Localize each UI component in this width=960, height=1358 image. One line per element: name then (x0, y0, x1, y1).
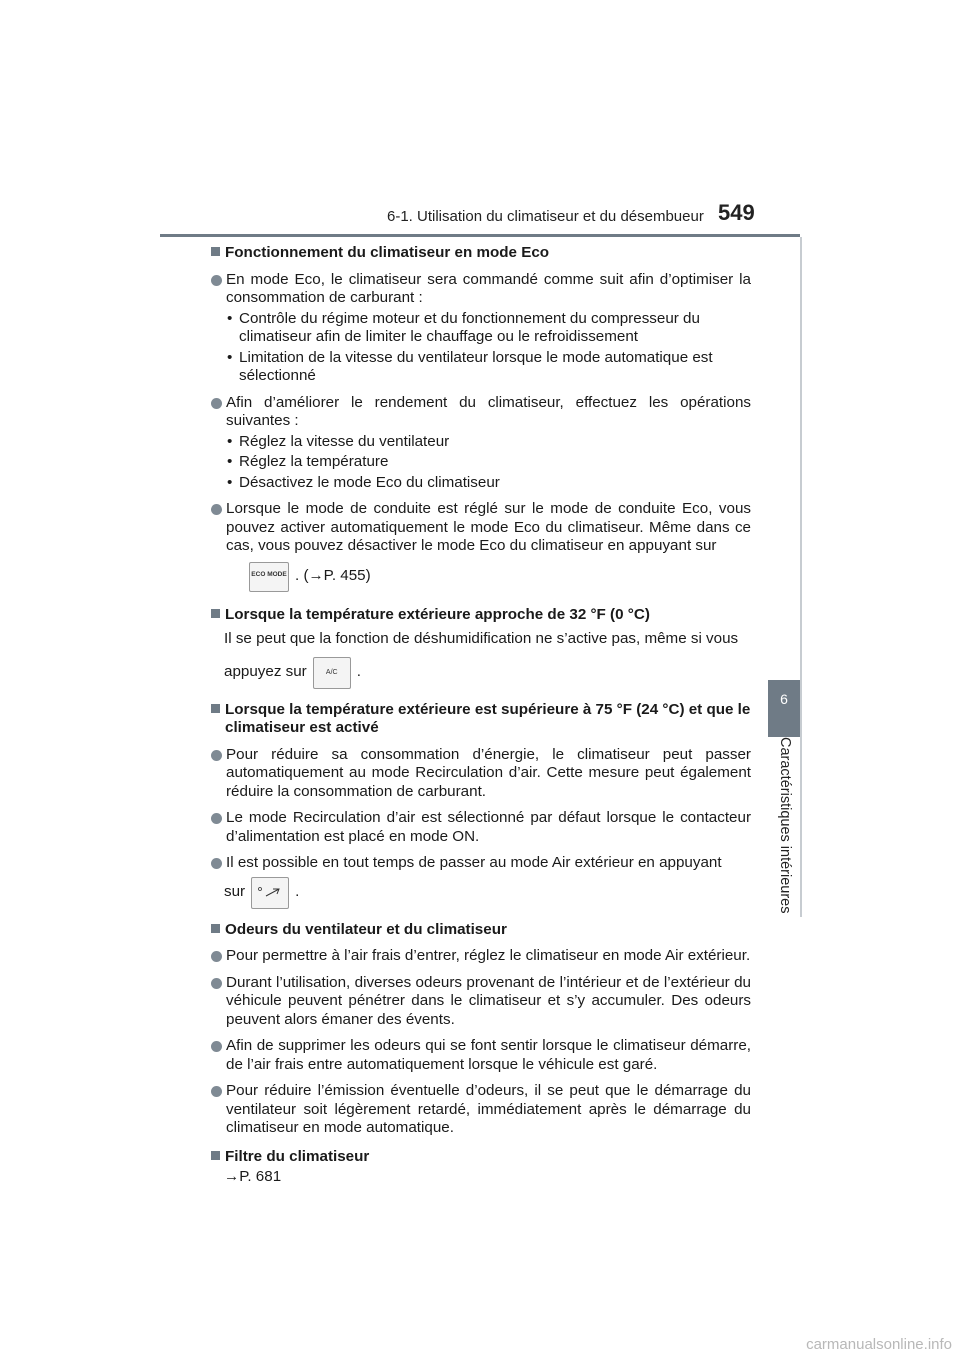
square-bullet-icon (211, 924, 220, 933)
section-title: Lorsque la température extérieure est supérieure à 75 °F (24 °C) et que le climatiseur est activé (225, 700, 751, 736)
paragraph: Il se peut que la fonction de déshumidification ne s’active pas, même si vous (224, 630, 739, 647)
sub-text: Limitation de la vitesse du ventilateur lorsque le mode automatique est sélectionné (239, 348, 713, 384)
list-text: En mode Eco, le climatiseur sera commandé comme suit afin d’optimiser la consommation de carburant : (226, 270, 751, 306)
sub-item: • Contrôle du régime moteur et du fonctionnement du compresseur du climatiseur afin de limiter le chauffage ou le refroidissement (211, 310, 751, 347)
list-item (211, 854, 751, 873)
chapter-tab-label: Caractéristiques intérieures (777, 737, 793, 914)
list-text: Il est possible en tout temps de passer au mode Air extérieur en appuyant (226, 854, 722, 871)
paragraph-text: appuyez sur (224, 663, 307, 681)
list-text: Pour réduire l’émission éventuelle d’odeurs, il se peut que le démarrage du ventilateur soit légèrement retardé, immédiatement après le démarrage du climatiseur en mode automatique. (226, 1082, 751, 1136)
list-text: Afin d’améliorer le rendement du climatiseur, effectuez les opérations suivantes : (226, 393, 751, 429)
paragraph-end: . (356, 663, 361, 681)
list-item (211, 746, 751, 802)
square-bullet-icon (211, 247, 220, 256)
round-bullet-icon (211, 750, 222, 761)
round-bullet-icon (211, 1041, 222, 1052)
sub-item: • Limitation de la vitesse du ventilateur lorsque le mode automatique est sélectionné (211, 349, 751, 386)
square-bullet-icon (211, 704, 220, 713)
sub-item: • Réglez la vitesse du ventilateur (227, 432, 450, 450)
section-heading (211, 701, 751, 738)
list-text: Pour permettre à l’air frais d’entrer, réglez le climatiseur en mode Air extérieur. (226, 947, 751, 964)
section-title: Filtre du climatiseur (225, 1147, 370, 1165)
list-item (211, 809, 751, 846)
eco-mode-button-icon: ECO MODE (249, 562, 289, 592)
list-item (211, 500, 751, 556)
sub-text: Réglez la température (239, 453, 389, 470)
section-title: Fonctionnement du climatiseur en mode Eco (225, 244, 550, 261)
round-bullet-icon (211, 858, 222, 869)
square-bullet-icon (211, 1151, 220, 1160)
round-bullet-icon (211, 504, 222, 515)
outside-air-button-icon (251, 877, 289, 909)
list-item (211, 1082, 751, 1138)
round-bullet-icon (211, 1086, 222, 1097)
sub-item: • Réglez la température (227, 453, 389, 470)
page-content (211, 244, 751, 1187)
section-heading (211, 244, 751, 263)
sub-item: • Désactivez le mode Eco du climatiseur (227, 473, 500, 491)
list-text: Lorsque le mode de conduite est réglé sur le mode de conduite Eco, vous pouvez activer automatiquement le mode Eco du climatiseur. Même dans ce cas, vous pouvez désactiver le mode Eco du climatiseur en appuyant sur (226, 500, 751, 554)
section-title: Lorsque la température extérieure approche de 32 °F (0 °C) (225, 605, 650, 623)
round-bullet-icon (211, 398, 222, 409)
round-bullet-icon (211, 978, 222, 989)
list-item (211, 1037, 751, 1074)
watermark-logo: carmanualsonline.info (806, 1336, 952, 1353)
paragraph-end: . (295, 883, 300, 901)
page-reference: →P. 681 (224, 1168, 282, 1185)
sub-text: Réglez la vitesse du ventilateur (239, 432, 450, 450)
paragraph-text: sur (224, 883, 246, 901)
chapter-tab[interactable] (768, 680, 800, 737)
list-text: Afin de supprimer les odeurs qui se font sentir lorsque le climatiseur démarre, de l’air frais entre automatiquement lorsque le véhicule est garé. (226, 1037, 751, 1073)
header-rule (160, 234, 800, 237)
section-heading (211, 921, 751, 940)
ac-button-icon: A/C (313, 657, 351, 689)
section-title: Odeurs du ventilateur et du climatiseur (225, 920, 507, 938)
sub-text: Désactivez le mode Eco du climatiseur (239, 473, 500, 491)
list-item (211, 271, 751, 308)
list-text: Le mode Recirculation d’air est sélectionné par défaut lorsque le contacteur d’alimentation est placé en mode ON. (226, 809, 751, 845)
list-text: Durant l’utilisation, diverses odeurs provenant de l’intérieur et de l’extérieur du véhicule peuvent pénétrer dans le climatiseur et s’y accumuler. Des odeurs peuvent alors émaner des évents. (226, 973, 751, 1028)
ac-button-row (211, 657, 751, 689)
sub-text: Contrôle du régime moteur et du fonctionnement du compresseur du climatiseur afin de limiter le chauffage ou le refroidissement (239, 309, 700, 345)
page-reference: . (→P. 455) (295, 567, 371, 585)
chapter-tab-label-box (768, 737, 800, 937)
round-bullet-icon (211, 275, 222, 286)
section-heading (211, 606, 751, 625)
square-bullet-icon (211, 609, 220, 618)
chapter-tab-number: 6 (780, 691, 788, 707)
section-heading (211, 1148, 751, 1167)
list-item (211, 974, 751, 1030)
round-bullet-icon (211, 951, 222, 962)
side-rule (800, 237, 802, 917)
list-item (211, 947, 751, 966)
page-number: 549 (718, 200, 755, 225)
chapter-title: 6-1. Utilisation du climatiseur et du désembueur (387, 208, 704, 225)
air-button-row (211, 877, 751, 909)
round-bullet-icon (211, 813, 222, 824)
eco-button-row (211, 562, 751, 592)
list-item (211, 394, 751, 431)
list-text: Pour réduire sa consommation d’énergie, le climatiseur peut passer automatiquement au mode Recirculation d’air. Cette mesure peut également réduire la consommation de carburant. (226, 745, 751, 800)
